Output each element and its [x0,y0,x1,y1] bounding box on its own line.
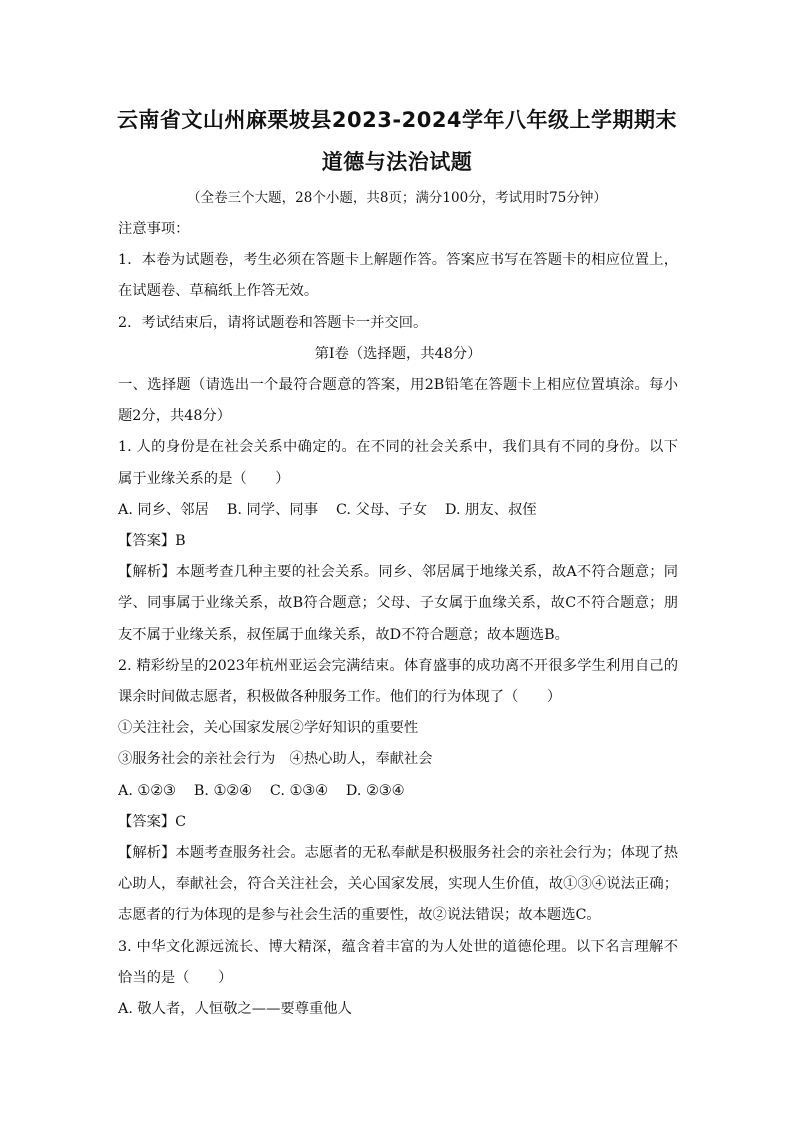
question-1-answer: 【答案】B [118,533,186,550]
question-2-options [118,776,678,807]
exam-title-line2: 道德与法治试题 [321,150,473,174]
question-2-stem: 2. 精彩纷呈的2023年杭州亚运会完满结束。体育盛事的成功离不开很多学生利用自己的课余时间做志愿者，积极做各种服务工作。他们的行为体现了（ ） [118,657,678,706]
question-2-statements-2: ③服务社会的亲社会行为 ④热心助人，奉献社会 [118,751,433,768]
notice-item-2: 2．考试结束后，请将试题卷和答题卡一并交回。 [118,314,428,331]
question-1-option-d: D. 朋友、叔侄 [445,501,537,518]
exam-title-line1: 云南省文山州麻栗坡县2023-2024学年八年级上学期期末 [116,108,678,132]
notice-heading: 注意事项： [118,221,190,237]
question-2-option-d: D. ②③④ [345,782,405,799]
question-1-option-a: A. 同乡、邻居 [118,501,209,518]
exam-subtitle: （全卷三个大题，28个小题，共8页；满分100分，考试用时75分钟） [187,190,607,206]
exam-content [118,214,678,1025]
question-1-analysis: 【解析】本题考查几种主要的社会关系。同乡、邻居属于地缘关系，故A不符合题意；同学、同事属于业缘关系，故B符合题意；父母、子女属于血缘关系，故C不符合题意；朋友不属于业缘关系，叔侄属于血缘关系，故D不符合题意；故本题选B。 [118,564,678,643]
notice-item-1: 1．本卷为试题卷，考生必须在答题卡上解题作答。答案应书写在答题卡的相应位置上，在试题卷、草稿纸上作答无效。 [118,252,678,300]
question-2-option-b: B. ①②④ [193,782,252,799]
question-3-option-a: A. 敬人者，人恒敬之——要尊重他人 [118,1001,352,1018]
question-2-analysis: 【解析】本题考查服务社会。志愿者的无私奉献是积极服务社会的亲社会行为；体现了热心助人，奉献社会，符合关注社会，关心国家发展，实现人生价值，故①③④说法正确；志愿者的行为体现的是参与社会生活的重要性，故②说法错误；故本题选C。 [118,845,678,924]
section-title: 一、选择题（请选出一个最符合题意的答案，用2B铅笔在答题卡上相应位置填涂。每小题2分，共48分） [118,377,678,425]
question-2-statements-1: ①关注社会，关心国家发展②学好知识的重要性 [118,720,419,737]
question-1-stem: 1. 人的身份是在社会关系中确定的。在不同的社会关系中，我们具有不同的身份。以下属于业缘关系的是（ ） [118,439,678,487]
question-1-options [118,495,678,526]
question-1-option-c: C. 父母、子女 [336,501,428,518]
part-title: 第Ⅰ卷（选择题，共48分） [314,345,482,362]
question-1-option-b: B. 同学、同事 [226,501,318,518]
question-2-answer: 【答案】C [118,813,187,830]
question-2-option-a: A. ①②③ [118,782,176,799]
question-2-option-c: C. ①③④ [269,782,328,799]
question-3-stem: 3. 中华文化源远流长、博大精深，蕴含着丰富的为人处世的道德伦理。以下名言理解不恰当的是（ ） [118,938,678,986]
